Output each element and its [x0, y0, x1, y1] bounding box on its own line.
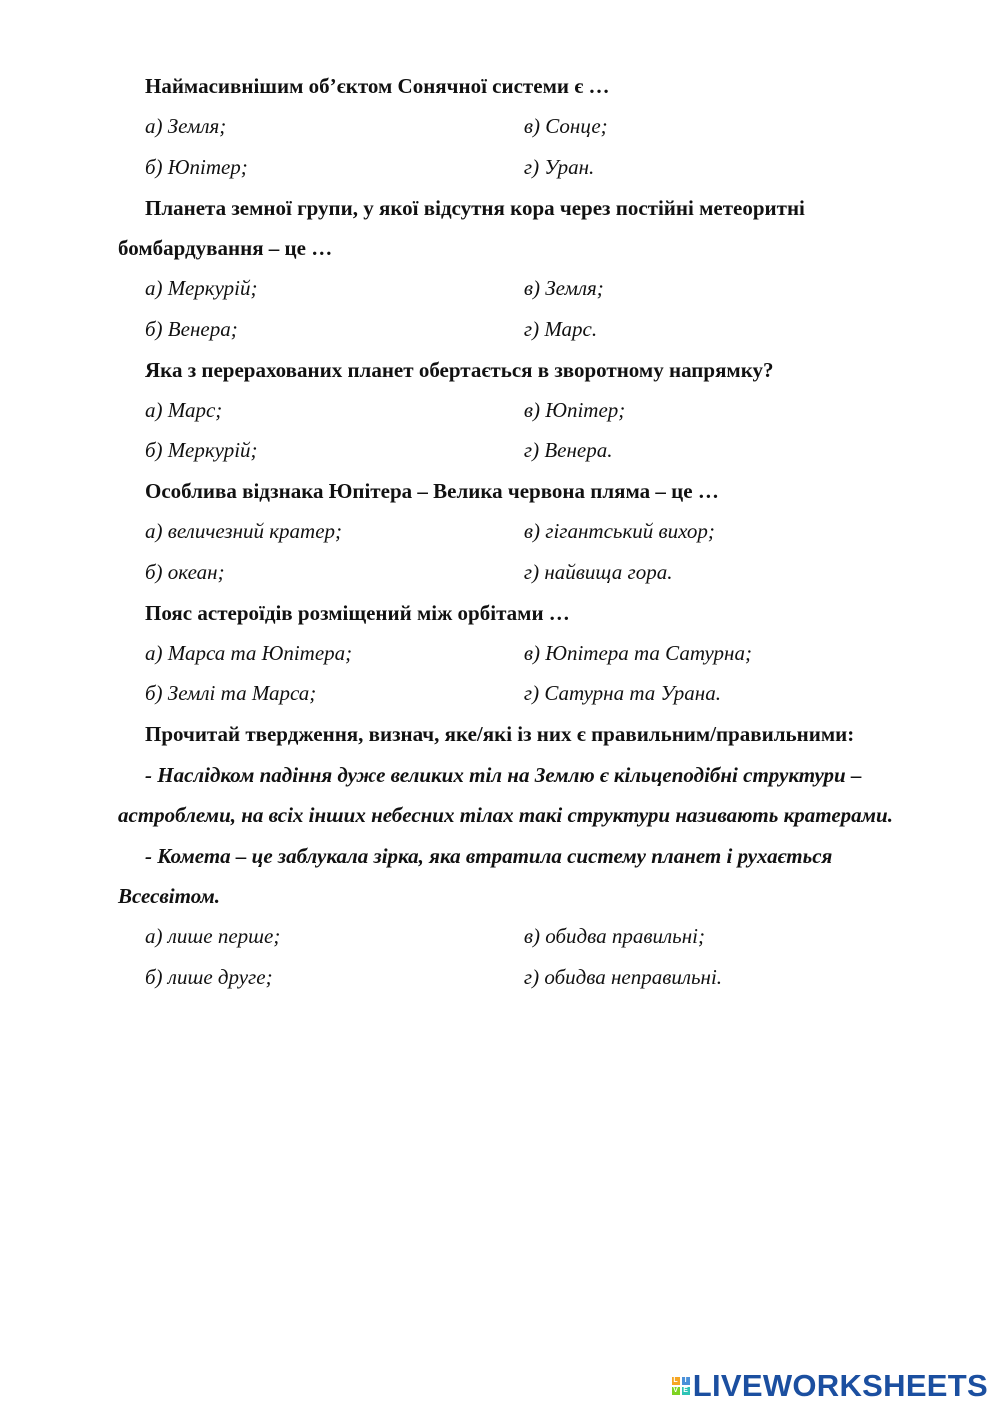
option-v[interactable]: в) Земля;: [523, 276, 604, 301]
statement-2: - Комета – це заблукала зірка, яка втратила систему планет і рухається Всесвітом.: [118, 843, 833, 908]
options-row: [118, 957, 928, 998]
question-4: Особлива відзнака Юпітера – Велика червона пляма – це …: [145, 479, 719, 503]
logo-square-v: V: [673, 1387, 679, 1394]
option-v[interactable]: в) Сонце;: [523, 114, 608, 139]
option-b[interactable]: б) Юпітер;: [145, 154, 248, 179]
question-2: Планета земної групи, у якої відсутня кора через постійні метеоритні бомбардування – це …: [118, 195, 805, 260]
option-b[interactable]: б) Венера;: [145, 316, 238, 341]
worksheet: [118, 66, 928, 998]
option-b[interactable]: б) океан;: [145, 559, 225, 584]
option-b[interactable]: б) Меркурій;: [145, 438, 258, 463]
logo-square-e: E: [683, 1387, 689, 1394]
options-row: [118, 390, 928, 431]
option-a[interactable]: а) величезний кратер;: [145, 519, 343, 544]
options-row: [118, 431, 928, 472]
logo-text: LIVEWORKSHEETS: [692, 1368, 988, 1403]
statement-1: - Наслідком падіння дуже великих тіл на Землю є кільцеподібні структури – астроблеми, на всіх інших небесних тілах такі структури називають кратерами.: [118, 762, 893, 827]
option-b[interactable]: б) лише друге;: [145, 964, 273, 989]
logo-square-l: L: [673, 1377, 678, 1384]
option-g[interactable]: г) найвища гора.: [523, 559, 673, 584]
option-a[interactable]: а) Меркурій;: [145, 276, 258, 301]
option-a[interactable]: а) лише перше;: [145, 924, 281, 949]
option-a[interactable]: а) Земля;: [145, 114, 227, 139]
options-row: [118, 633, 928, 674]
option-g[interactable]: г) Уран.: [523, 154, 595, 179]
options-row: [118, 309, 928, 350]
option-v[interactable]: в) Юпітера та Сатурна;: [523, 640, 752, 665]
option-g[interactable]: г) Марс.: [523, 316, 598, 341]
option-g[interactable]: г) Венера.: [523, 438, 613, 463]
options-row: [118, 552, 928, 593]
options-row: [118, 917, 928, 958]
option-a[interactable]: а) Марс;: [145, 397, 223, 422]
question-1: Наймасивнішим об’єктом Сонячної системи є …: [145, 74, 610, 98]
liveworksheets-logo[interactable]: [672, 1368, 988, 1404]
options-row: [118, 107, 928, 148]
option-a[interactable]: а) Марса та Юпітера;: [145, 640, 353, 665]
options-row: [118, 674, 928, 715]
options-row: [118, 269, 928, 310]
question-3: Яка з перерахованих планет обертається в зворотному напрямку?: [145, 357, 774, 382]
option-v[interactable]: в) обидва правильні;: [523, 924, 705, 949]
question-6: Прочитай твердження, визнач, яке/які із них є правильним/правильними:: [145, 722, 855, 746]
question-5: Пояс астероїдів розміщений між орбітами …: [145, 600, 570, 625]
option-v[interactable]: в) гігантський вихор;: [523, 519, 715, 544]
option-b[interactable]: б) Землі та Марса;: [145, 681, 317, 706]
options-row: [118, 512, 928, 553]
logo-square-i: I: [682, 1377, 690, 1385]
logo-grid-icon: [672, 1377, 690, 1395]
option-g[interactable]: г) Сатурна та Урана.: [523, 681, 721, 706]
option-g[interactable]: г) обидва неправильні.: [523, 964, 723, 989]
options-row: [118, 147, 928, 188]
option-v[interactable]: в) Юпітер;: [523, 397, 626, 422]
